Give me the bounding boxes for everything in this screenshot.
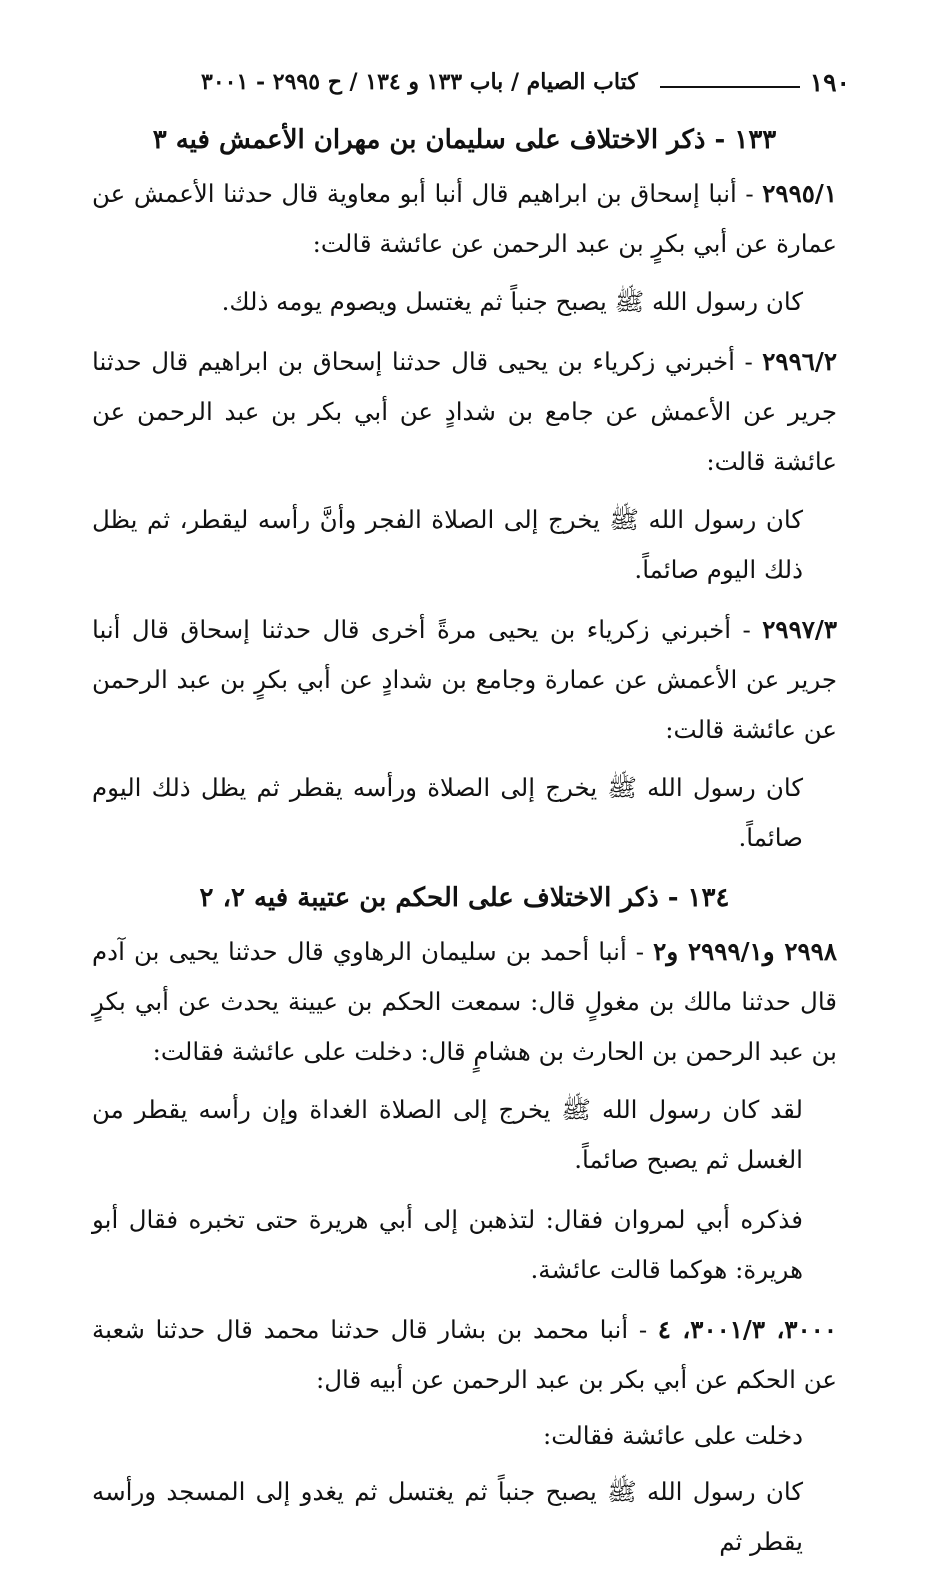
hadith-text: كان رسول الله ﷺ يصبح جنباً ثم يغتسل ويصوم يومه ذلك. [221,287,803,316]
header-rule [660,86,800,88]
hadith-number: ٣٠٠٠، ٣٠٠١/٣، ٤ [657,1315,837,1344]
hadith-note: فذكره أبي لمروان فقال: لتذهبن إلى أبي هريرة حتى تخبره فقال أبو هريرة: هوكما قالت عائشة. [92,1205,803,1284]
hadith-number: ٢٩٩٧/٣ [762,615,837,644]
hadith-text: كان رسول الله ﷺ يصبح جنباً ثم يغتسل ثم يغدو إلى المسجد ورأسه يقطر ثم [92,1477,803,1556]
section-title: ١٣٤ - ذكر الاختلاف على الحكم بن عتيبة فيه ٢، ٢ [199,883,730,913]
hadith-subline: دخلت على عائشة فقالت: [543,1421,803,1450]
page-header [90,62,850,102]
hadith-number: ٢٩٩٦/٢ [762,347,837,376]
hadith-text: كان رسول الله ﷺ يخرج إلى الصلاة الفجر وأنَّ رأسه ليقطر، ثم يظل ذلك اليوم صائماً. [92,505,803,584]
hadith-chain: - أخبرني زكرياء بن يحيى مرةً أخرى قال حدثنا إسحاق قال أنبا جرير عن الأعمش عن عمارة وجامع بن شدادٍ عن أبي بكرٍ بن عبد الرحمن عن عائشة قالت: [92,615,837,744]
hadith-entry [92,605,837,755]
hadith-entry [92,1305,837,1405]
hadith-entry [92,169,837,269]
page-number: ١٩٠ [809,67,850,97]
hadith-chain: - أنبا محمد بن بشار قال حدثنا محمد قال حدثنا شعبة عن الحكم عن أبي بكر بن عبد الرحمن عن أبيه قال: [92,1315,837,1394]
hadith-text: كان رسول الله ﷺ يخرج إلى الصلاة ورأسه يقطر ثم يظل ذلك اليوم صائماً. [92,773,803,852]
hadith-entry [92,337,837,487]
hadith-chain: - أنبا إسحاق بن ابراهيم قال أنبا أبو معاوية قال حدثنا الأعمش عن عمارة عن أبي بكرٍ بن عبد الرحمن عن عائشة قالت: [92,179,837,258]
hadith-number: ٢٩٩٨ و٢٩٩٩/١ و٢ [653,937,837,966]
page-body [92,115,837,1577]
hadith-text: لقد كان رسول الله ﷺ يخرج إلى الصلاة الغداة وإن رأسه يقطر من الغسل ثم يصبح صائماً. [92,1095,803,1174]
hadith-number: ٢٩٩٥/١ [762,179,837,208]
hadith-chain: - أخبرني زكرياء بن يحيى قال حدثنا إسحاق بن ابراهيم قال حدثنا جرير عن الأعمش عن جامع بن شدادٍ عن أبي بكر بن عبد الرحمن عن عائشة قالت: [92,347,837,476]
hadith-chain: - أنبا أحمد بن سليمان الرهاوي قال حدثنا يحيى بن آدم قال حدثنا مالك بن مغولٍ قال: سمعت الحكم بن عيينة يحدث عن أبي بكرٍ بن عبد الرحمن بن الحارث بن هشامٍ قال: دخلت على عائشة فقالت: [92,937,837,1066]
section-title: ١٣٣ - ذكر الاختلاف على سليمان بن مهران الأعمش فيه ٣ [152,125,777,155]
hadith-entry [92,927,837,1077]
running-title: كتاب الصيام / باب ١٣٣ و ١٣٤ / ح ٢٩٩٥ - ٣٠٠١ [201,69,638,95]
